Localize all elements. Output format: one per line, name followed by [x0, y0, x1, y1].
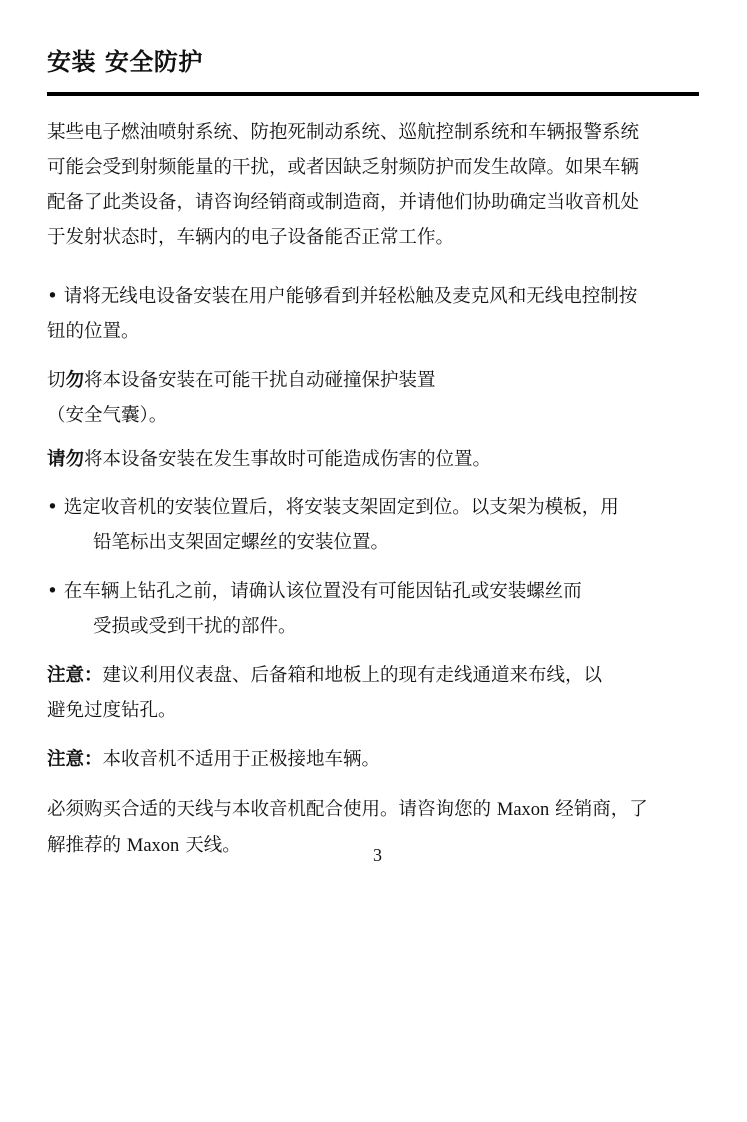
note-wiring-line-2: 避免过度钻孔。 [47, 700, 177, 721]
antenna-line-2: 解推荐的 Maxon 天线。 [47, 835, 241, 856]
intro-line-2: 可能会受到射频能量的干扰，或者因缺乏射频防护而发生故障。如果车辆 [47, 157, 640, 178]
bullet-bracket [47, 490, 707, 560]
note-label: 注意： [47, 749, 103, 770]
warning-injury [47, 442, 707, 477]
bullet-bracket-line-1: • 选定收音机的安装位置后，将安装支架固定到位。以支架为模板，用 [47, 497, 619, 518]
intro-line-3: 配备了此类设备，请咨询经销商或制造商，并请他们协助确定当收音机处 [47, 192, 640, 213]
warning-injury-line: 请勿将本设备安装在发生事故时可能造成伤害的位置。 [47, 449, 492, 470]
bullet-drilling-line-1: • 在车辆上钻孔之前，请确认该位置没有可能因钻孔或安装螺丝而 [47, 581, 582, 602]
note-ground [47, 742, 707, 777]
brand-name: Maxon [496, 800, 550, 820]
bullet-drilling [47, 574, 707, 644]
bullet-bracket-line-2: 铅笔标出支架固定螺丝的安装位置。 [93, 532, 390, 553]
note-label: 注意： [47, 665, 103, 686]
note-wiring [47, 658, 707, 728]
note-ground-line: 注意：本收音机不适用于正极接地车辆。 [47, 749, 381, 770]
bullet-mount-line-1: • 请将无线电设备安装在用户能够看到并轻松触及麦克风和无线电控制按 [47, 286, 638, 307]
note-wiring-line-1: 注意：建议利用仪表盘、后备箱和地板上的现有走线通道来布线，以 [47, 665, 603, 686]
page-number: 3 [373, 845, 382, 865]
warning-airbag [47, 363, 707, 433]
title-rule [47, 92, 699, 96]
brand-name: Maxon [126, 836, 180, 856]
warning-emphasis: 请勿 [47, 449, 85, 470]
antenna-line-1: 必须购买合适的天线与本收音机配合使用。请咨询您的 Maxon 经销商，了 [47, 799, 648, 820]
intro-line-1: 某些电子燃油喷射系统、防抱死制动系统、巡航控制系统和车辆报警系统 [47, 122, 640, 143]
warning-airbag-line-2: （安全气囊）。 [47, 405, 168, 426]
intro-line-4: 于发射状态时，车辆内的电子设备能否正常工作。 [47, 227, 455, 248]
bullet-mount-line-2: 钮的位置。 [47, 321, 140, 342]
bullet-drilling-line-2: 受损或受到干扰的部件。 [93, 616, 297, 637]
warning-emphasis: 勿 [65, 370, 85, 391]
bullet-mount-position [47, 279, 707, 349]
section-title: 安装 安全防护 [47, 48, 203, 76]
intro-paragraph [47, 115, 707, 255]
warning-airbag-line-1: 切勿将本设备安装在可能干扰自动碰撞保护装置 [47, 370, 436, 391]
